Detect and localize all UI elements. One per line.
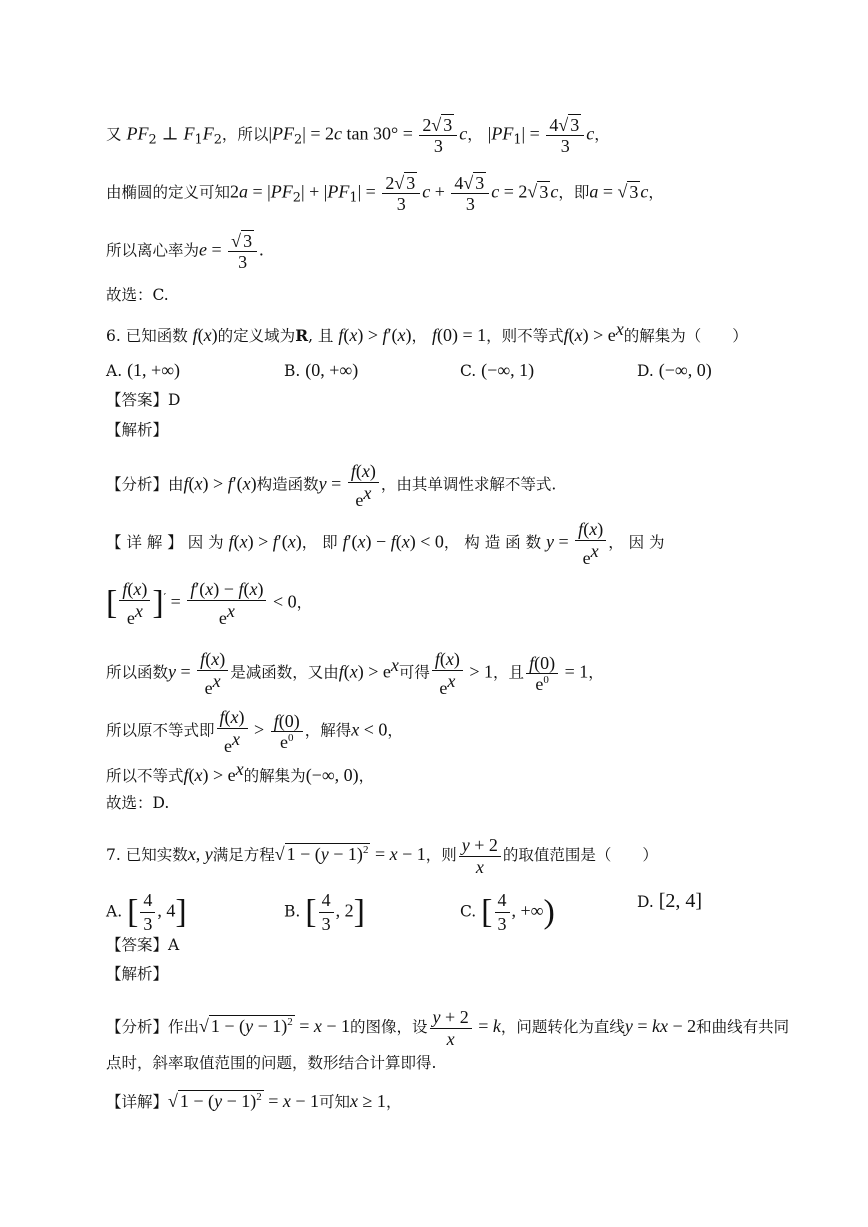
q6-detail-line1: 【 详 解 】 因 为 f(x) > f′(x)， 即 f′(x) − f(x) < 0， 构 造 函 数 y = $\frac{f(x)}{e^x}$ ， 因 为 xyxy=(106,519,665,568)
q6-option-c: C. (−∞, 1) xyxy=(460,360,535,380)
question-6: 6. 已知函数 f(x)的定义域为R, 且 f(x) > f′(x)， f(0) = 1，则不等式$f(x) > e^x$的解集为（ ） xyxy=(106,319,748,346)
q6-option-b: B. (0, +∞) xyxy=(284,360,359,380)
q7-option-d: D. [2, 4] xyxy=(637,890,703,912)
line-ellipse-definition: 由椭圆的定义可知$2a = |PF_2| + |PF_1|$ = $\frac{2√ 3}{3}$ c + $\frac{4√ 3}{3}$ c = 2√ 3 c，即a = √ 3 c， xyxy=(106,173,664,214)
q6-detail-solution: 所以不等式$f(x) > e^x$的解集为(−∞, 0)， xyxy=(106,759,375,786)
q7-option-a: A. [ $\frac{4}{3}$ , 4] xyxy=(106,890,187,934)
q7-analysis-label: 【解析】 xyxy=(106,965,169,983)
line-eccentricity: 所以离心率为e = $\frac{√ 3}{3}$ . xyxy=(106,231,264,272)
q7-answer: 【答案】A xyxy=(106,936,180,954)
q7-analysis-cont: 点时，斜率取值范围的问题，数形结合计算即得. xyxy=(106,1054,437,1072)
q6-detail-inequality: 所以原不等式即 $\frac{f(x)}{e^x}$ > $\frac{f(0)}{e^0}$ ，解得x < 0， xyxy=(106,707,403,756)
answer-choice-c: 故选：C. xyxy=(106,286,169,304)
q6-analysis-label: 【解析】 xyxy=(106,421,169,439)
q6-choice: 故选：D. xyxy=(106,794,170,812)
question-7: 7. 已知实数x, y满足方程√ $1 - (y - 1)^2 = x - 1$，则 $\frac{y + 2}{x}$ 的取值范围是（ ） xyxy=(106,835,658,877)
q7-option-c: C. [ $\frac{4}{3}$ , +∞) xyxy=(460,890,555,934)
line-pf2-perp: 又 $PF_2$ ⊥ $F_1F_2$，所以$|PF_2| = 2c$ tan 30° = $\frac{2√ 3}{3}$ c， $|PF_1|$ = $\frac{4√ 3}{3}$ c， xyxy=(106,115,610,156)
q6-analysis: 【分析】由f(x) > f′(x)构造函数y = $\frac{f(x)}{e^x}$ ，由其单调性求解不等式. xyxy=(106,461,557,510)
q6-option-d: D. (−∞, 0) xyxy=(637,360,712,380)
q6-answer: 【答案】D xyxy=(106,391,181,409)
q7-detail: 【详解】√ $1 - (y - 1)^2 = x - 1$可知x ≥ 1， xyxy=(106,1091,402,1111)
q7-option-b: B. [ $\frac{4}{3}$ , 2] xyxy=(284,890,365,934)
q6-derivative: [ $\frac{f(x)}{e^x}$ ]′ = $\frac{f'(x) - f(x)}{e^x}$ < 0， xyxy=(106,579,313,628)
q7-analysis: 【分析】作出√ $1 - (y - 1)^2 = x - 1$的图像，设 $\frac{y + 2}{x}$ = k，问题转化为直线y = kx − 2和曲线有共同 xyxy=(106,1007,790,1049)
q6-option-a: A. (1, +∞) xyxy=(106,360,181,380)
q6-detail-decreasing: 所以函数y = $\frac{f(x)}{e^x}$ 是减函数，又由$f(x) > e^x$可得 $\frac{f(x)}{e^x}$ > 1，且 $\frac{f(0)}{e^0}$ = 1， xyxy=(106,649,604,698)
